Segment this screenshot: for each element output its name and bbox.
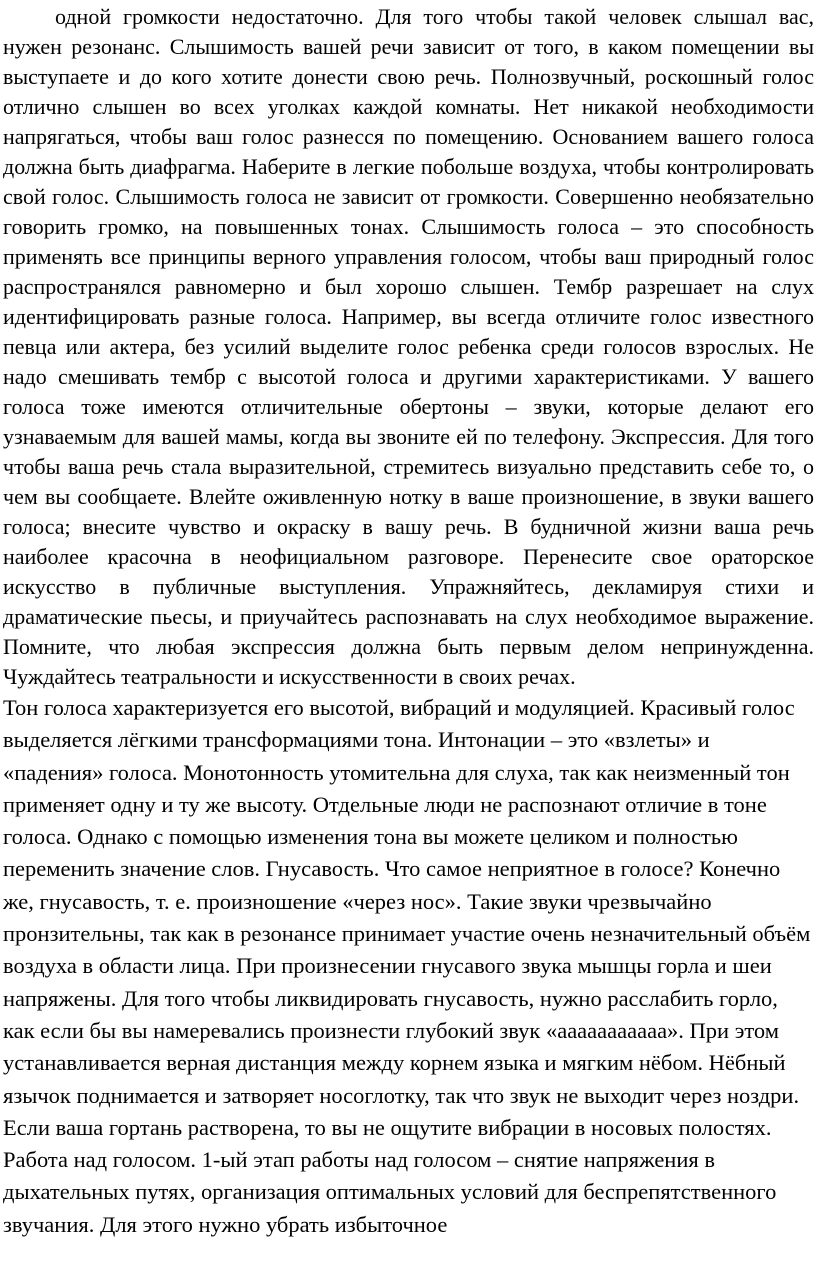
paragraph-voice-audibility: одной громкости недостаточно. Для того чтобы такой человек слышал вас, нужен резонанс. Слышимость вашей речи зависит от того, в каком помещении вы выступаете и до кого хотите донести свою речь. Полнозвучный, роскошный голос отлично слышен во всех уголках каждой комнаты. Нет никакой необходимости напрягаться, чтобы ваш голос разнесся по помещению. Основанием вашего голоса должна быть диафрагма. Наберите в легкие побольше воздуха, чтобы контролировать свой голос. Слышимость голоса не зависит от громкости. Совершенно необязательно говорить громко, на повышенных тонах. Слышимость голоса – это способность применять все принципы верного управления голосом, чтобы ваш природный голос распространялся равномерно и был хорошо слышен. Тембр разрешает на слух идентифицировать разные голоса. Например, вы всегда отличите голос известного певца или актера, без усилий выделите голос ребенка среди голосов взрослых. Не надо смешивать тембр с высотой голоса и другими характеристиками. У вашего голоса тоже имеются отличительные обертоны – звуки, которые делают его узнаваемым для вашей мамы, когда вы звоните ей по телефону. Экспрессия. Для того чтобы ваша речь стала выразительной, стремитесь визуально представить себе то, о чем вы сообщаете. Влейте оживленную нотку в ваше произношение, в звуки вашего голоса; внесите чувство и окраску в вашу речь. В будничной жизни ваша речь наиболее красочна в неофициальном разговоре. Перенесите свое ораторское искусство в публичные выступления. Упражняйтесь, декламируя стихи и драматические пьесы, и приучайтесь распознавать на слух необходимое выражение. Помните, что любая экспрессия должна быть первым делом непринужденна. Чуждайтесь театральности и искусственности в своих речах. — [3, 4, 814, 689]
paragraph-voice-tone: Тон голоса характеризуется его высотой, вибраций и модуляцией. Красивый голос выделяется лёгкими трансформациями тона. Интонации – это «взлеты» и «падения» голоса. Монотонность утомительна для слуха, так как неизменный тон применяет одну и ту же высоту. Отдельные люди не распознают отличие в тоне голоса. Однако с помощью изменения тона вы можете целиком и полностью переменить значение слов. Гнусавость. Что самое неприятное в голосе? Конечно же, гнусавость, т. е. произношение «через нос». Такие звуки чрезвычайно пронзительны, так как в резонансе принимает участие очень незначительный объём воздуха в области лица. При произнесении гнусавого звука мышцы горла и шеи напряжены. Для того чтобы ликвидировать гнусавость, нужно расслабить горло, как если бы вы намеревались произнести глубокий звук «ааааааааааа». При этом устанавливается верная дистанция между корнем языка и мягким нёбом. Нёбный язычок поднимается и затворяет носоглотку, так что звук не выходит через ноздри. Если ваша гортань растворена, то вы не ощутите вибрации в носовых полостях. Работа над голосом. 1-ый этап работы над голосом – снятие напряжения в дыхательных путях, организация оптимальных условий для беспрепятственного звучания. Для этого нужно убрать избыточное — [3, 695, 811, 1237]
